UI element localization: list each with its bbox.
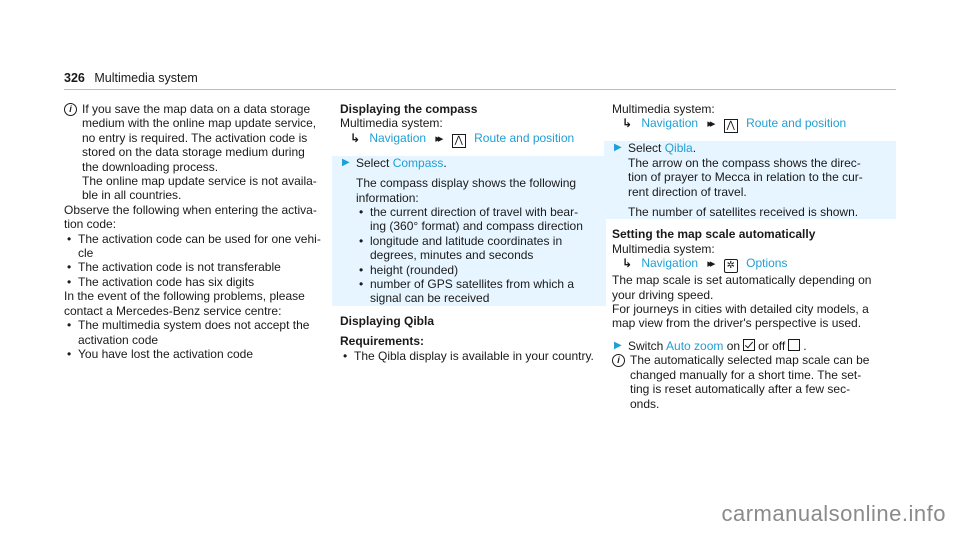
qibla-link[interactable]: Qibla	[664, 141, 693, 156]
satellites-text: The number of satellites received is shown.	[628, 205, 859, 220]
info-note	[612, 353, 896, 411]
compass-link[interactable]: Compass	[392, 155, 444, 170]
route-link[interactable]: Route and position	[746, 116, 847, 131]
compass-heading: Displaying the compass	[340, 102, 478, 116]
double-chevron-icon: ▸▸	[435, 132, 441, 145]
compass-info-list	[340, 205, 606, 306]
note-text: If you save the map data on a data storage medium with the online map update service, no entry is required. The activation code is stored on the data storage medium during the downloading process. The online map update service is not availa- ble in all countries.	[82, 102, 317, 203]
step-arrow-icon: ▶	[342, 156, 350, 168]
watermark: carmanualsonline.info	[721, 501, 946, 526]
list-item: • height (rounded)	[356, 263, 606, 277]
scale-heading: Setting the map scale automatically	[612, 227, 816, 242]
list-item: • The activation code is not transferable	[64, 260, 332, 274]
step-arrow-icon: ▶	[614, 339, 622, 351]
note-text: The automatically selected map scale can be changed manually for a short time. The set- ting is reset automatically after a few sec- onds.	[630, 353, 870, 411]
step: ▶ Select Qibla. The arrow on the compass shows the direc- tion of prayer to Mecca in relation to the cur- rent direction of travel. The number of satellites received is shown.	[612, 141, 896, 219]
system-label: Multimedia system:	[612, 102, 715, 116]
return-arrow-icon: ↳	[622, 116, 633, 131]
nav-link[interactable]: Navigation	[641, 116, 699, 131]
observe-text: Observe the following when entering the activa- tion code:	[64, 202, 317, 232]
route-link[interactable]: Route and position	[474, 130, 575, 145]
gear-icon: ✲	[724, 259, 738, 273]
problem-list	[64, 318, 332, 361]
system-label: Multimedia system:	[612, 241, 715, 256]
column-2	[340, 102, 606, 363]
requirements-list	[340, 349, 606, 363]
nav-link[interactable]: Navigation	[641, 256, 699, 271]
step: ▶ Select Compass.	[342, 155, 447, 170]
section-title: Multimedia system	[94, 71, 198, 85]
compass-step	[332, 156, 606, 306]
scale-desc: The map scale is set automatically depending on your driving speed.	[612, 273, 872, 302]
list-item: • You have lost the activation code	[64, 347, 332, 361]
empty-box-icon	[788, 339, 800, 351]
requirements-label: Requirements:	[340, 334, 425, 349]
qibla-heading: Displaying Qibla	[340, 313, 435, 328]
list-item: • The activation code can be used for one vehi- cle	[64, 232, 332, 261]
options-link[interactable]: Options	[746, 256, 788, 271]
list-item: • number of GPS satellites from which a signal can be received	[356, 277, 606, 306]
column-3	[612, 102, 896, 411]
step-arrow-icon: ▶	[614, 142, 622, 154]
list-item: • longitude and latitude coordinates in degrees, minutes and seconds	[356, 234, 606, 263]
activation-list	[64, 232, 332, 290]
navigation-icon: ⋀	[452, 134, 466, 148]
compass-desc: The compass display shows the following information:	[356, 176, 577, 205]
auto-zoom-link[interactable]: Auto zoom	[666, 338, 724, 353]
system-label: Multimedia system:	[340, 116, 443, 131]
info-icon: i	[612, 354, 625, 367]
navigation-icon: ⋀	[724, 119, 738, 133]
menu-path	[622, 256, 896, 273]
info-icon: i	[64, 103, 77, 116]
page-number: 326	[64, 71, 85, 85]
page-header	[64, 71, 198, 85]
column-1	[64, 102, 332, 361]
header-divider	[64, 89, 896, 90]
nav-link[interactable]: Navigation	[369, 130, 427, 145]
event-text: In the event of the following problems, please contact a Mercedes-Benz service centre:	[64, 289, 305, 318]
info-note	[64, 102, 332, 203]
arrow-desc: The arrow on the compass shows the direc- tion of prayer to Mecca in relation to the cur- rent direction of travel.	[628, 155, 863, 199]
qibla-step	[604, 141, 896, 219]
switch-step: ▶ Switch Auto zoom on or off .	[614, 338, 807, 353]
list-item: • The multimedia system does not accept the activation code	[64, 318, 332, 347]
return-arrow-icon: ↳	[622, 256, 633, 271]
double-chevron-icon: ▸▸	[707, 258, 713, 271]
list-item: • the current direction of travel with bear- ing (360° format) and compass direction	[356, 205, 606, 234]
checked-box-icon	[743, 339, 755, 351]
menu-path	[350, 131, 606, 148]
list-item: • The activation code has six digits	[64, 275, 332, 289]
journey-desc: For journeys in cities with detailed city models, a map view from the driver's perspective is used.	[612, 302, 869, 331]
list-item: • The Qibla display is available in your country.	[340, 349, 606, 363]
menu-path	[622, 116, 896, 133]
double-chevron-icon: ▸▸	[707, 118, 713, 131]
return-arrow-icon: ↳	[350, 130, 361, 145]
